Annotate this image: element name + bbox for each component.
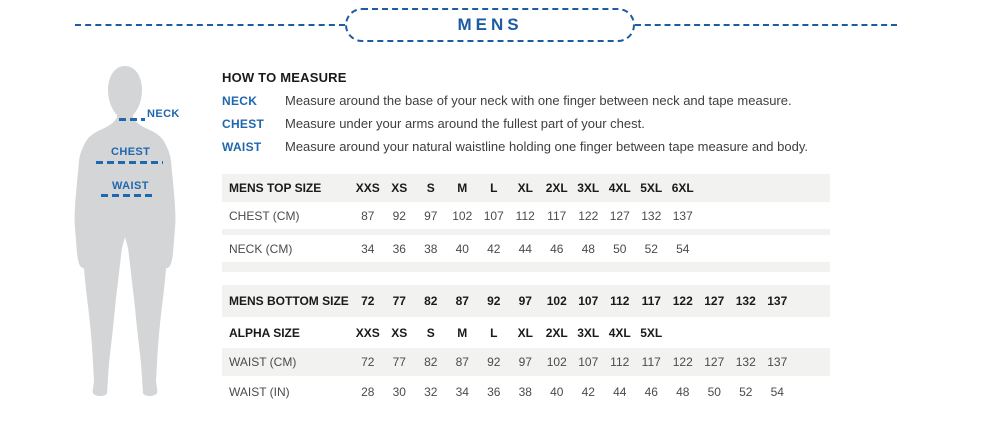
top-size-header-cell: 6XL bbox=[671, 181, 694, 195]
waist-in-cell: 30 bbox=[392, 385, 406, 399]
mens-top-size-table bbox=[222, 174, 830, 272]
chest-cm-cell: 92 bbox=[392, 208, 406, 223]
waist-in-cell: 42 bbox=[581, 385, 595, 399]
chest-cm-cell: 112 bbox=[515, 208, 535, 223]
bottom-size-header-cell: 97 bbox=[518, 294, 532, 308]
waist-in-cell: 46 bbox=[644, 385, 658, 399]
how-to-measure-neck-row bbox=[222, 94, 962, 108]
chest-cm-cell: 97 bbox=[424, 208, 438, 223]
silhouette-torso bbox=[82, 117, 168, 231]
bottom-size-header-cell: 127 bbox=[704, 294, 725, 308]
waist-in-row-label: WAIST (IN) bbox=[229, 385, 290, 399]
bottom-size-header-cell: 82 bbox=[424, 294, 438, 308]
top-size-header-cell: L bbox=[490, 181, 498, 195]
neck-cm-cell: 42 bbox=[487, 241, 501, 256]
waist-cm-cell: 77 bbox=[392, 355, 406, 369]
table-row-neck-cm bbox=[222, 235, 830, 262]
waist-in-cell: 36 bbox=[487, 385, 501, 399]
waist-in-cell: 32 bbox=[424, 385, 438, 399]
chest-measure-line bbox=[96, 161, 163, 164]
neck-cm-cell: 46 bbox=[550, 241, 564, 256]
chest-cm-cell: 127 bbox=[609, 208, 630, 223]
neck-cm-cell: 38 bbox=[424, 241, 438, 256]
waist-instruction-label: WAIST bbox=[222, 140, 262, 154]
banner-title: MENS bbox=[457, 15, 523, 34]
waist-cm-cell: 117 bbox=[641, 355, 661, 369]
neck-cm-cell: 36 bbox=[392, 241, 406, 256]
waist-cm-cell: 132 bbox=[735, 355, 756, 369]
waist-in-cell: 52 bbox=[739, 385, 753, 399]
top-size-header-label: MENS TOP SIZE bbox=[229, 181, 322, 195]
waist-in-cell: 48 bbox=[676, 385, 690, 399]
alpha-size-cell: L bbox=[490, 325, 498, 340]
bottom-size-header-cell: 92 bbox=[487, 294, 501, 308]
chest-cm-cell: 107 bbox=[483, 208, 504, 223]
chest-cm-cell: 117 bbox=[547, 208, 567, 223]
waist-cm-cell: 107 bbox=[578, 355, 599, 369]
banner-dashed-line-left bbox=[75, 24, 345, 26]
chest-cm-cell: 87 bbox=[361, 208, 375, 223]
bottom-size-header-label: MENS BOTTOM SIZE bbox=[229, 294, 349, 308]
table-row-top-header bbox=[222, 174, 830, 202]
top-size-header-cell: M bbox=[457, 181, 468, 195]
chest-cm-row-label: CHEST (CM) bbox=[229, 208, 300, 223]
alpha-size-cell: 4XL bbox=[608, 325, 631, 340]
bottom-size-header-cell: 77 bbox=[392, 294, 406, 308]
alpha-size-row-label: ALPHA SIZE bbox=[229, 325, 300, 340]
waist-cm-cell: 127 bbox=[704, 355, 725, 369]
chest-cm-cell: 137 bbox=[672, 208, 693, 223]
alpha-size-cell: 5XL bbox=[640, 325, 663, 340]
bottom-size-header-cell: 107 bbox=[578, 294, 599, 308]
mens-bottom-size-table bbox=[222, 285, 830, 408]
neck-instruction-text: Measure around the base of your neck with one finger between neck and tape measure. bbox=[285, 93, 792, 108]
waist-cm-cell: 87 bbox=[455, 355, 469, 369]
bottom-size-header-cell: 102 bbox=[546, 294, 567, 308]
neck-cm-cell: 54 bbox=[676, 241, 690, 256]
top-size-header-cell: S bbox=[426, 181, 435, 195]
alpha-size-cell: XL bbox=[517, 325, 533, 340]
neck-cm-cell: 34 bbox=[361, 241, 375, 256]
waist-in-cell: 38 bbox=[518, 385, 532, 399]
chest-cm-cell: 122 bbox=[578, 208, 599, 223]
waist-cm-cell: 137 bbox=[767, 355, 788, 369]
waist-cm-cell: 112 bbox=[610, 355, 630, 369]
waist-cm-cell: 92 bbox=[487, 355, 501, 369]
alpha-size-cell: 3XL bbox=[577, 325, 600, 340]
neck-cm-cell: 52 bbox=[644, 241, 658, 256]
table-bottom-band bbox=[222, 262, 830, 272]
chest-instruction-text: Measure under your arms around the fullest part of your chest. bbox=[285, 116, 645, 131]
how-to-measure-waist-row bbox=[222, 140, 962, 154]
bottom-size-header-cell: 72 bbox=[361, 294, 375, 308]
top-size-header-cell: XL bbox=[517, 181, 533, 195]
waist-instruction-text: Measure around your natural waistline holding one finger between tape measure and body. bbox=[285, 139, 808, 154]
table-row-waist-in bbox=[222, 376, 830, 408]
chest-cm-cell: 132 bbox=[641, 208, 662, 223]
neck-cm-cell: 48 bbox=[581, 241, 595, 256]
banner-dashed-line-right bbox=[635, 24, 897, 26]
how-to-measure-chest-row bbox=[222, 117, 962, 131]
neck-instruction-label: NECK bbox=[222, 94, 258, 108]
silhouette-head bbox=[108, 66, 142, 121]
waist-in-cell: 28 bbox=[361, 385, 375, 399]
how-to-measure-section bbox=[222, 70, 962, 154]
alpha-size-cell: XXS bbox=[355, 325, 380, 340]
table-row-alpha-size bbox=[222, 317, 830, 348]
bottom-size-header-cell: 132 bbox=[735, 294, 756, 308]
waist-cm-cell: 82 bbox=[424, 355, 438, 369]
alpha-size-cell: M bbox=[457, 325, 468, 340]
bottom-size-header-cell: 87 bbox=[455, 294, 469, 308]
alpha-size-cell: 2XL bbox=[545, 325, 568, 340]
waist-cm-cell: 102 bbox=[546, 355, 567, 369]
top-size-header-cell: 5XL bbox=[640, 181, 663, 195]
waist-cm-cell: 122 bbox=[672, 355, 693, 369]
waist-in-cell: 44 bbox=[613, 385, 627, 399]
waist-label: WAIST bbox=[112, 180, 149, 192]
top-size-header-cell: 4XL bbox=[608, 181, 631, 195]
neck-cm-row-label: NECK (CM) bbox=[229, 241, 293, 256]
neck-cm-cell: 40 bbox=[455, 241, 469, 256]
chest-cm-cell: 102 bbox=[452, 208, 473, 223]
neck-label: NECK bbox=[147, 108, 180, 120]
waist-in-cell: 54 bbox=[770, 385, 784, 399]
alpha-size-cell: S bbox=[426, 325, 435, 340]
top-size-header-cell: 3XL bbox=[577, 181, 600, 195]
neck-cm-cell: 44 bbox=[518, 241, 532, 256]
chest-label: CHEST bbox=[111, 146, 151, 158]
waist-cm-cell: 97 bbox=[518, 355, 532, 369]
top-size-header-cell: 2XL bbox=[545, 181, 568, 195]
table-row-bottom-header bbox=[222, 285, 830, 317]
waist-measure-line bbox=[101, 194, 154, 197]
top-size-header-cell: XS bbox=[391, 181, 408, 195]
bottom-size-header-cell: 122 bbox=[672, 294, 693, 308]
neck-cm-cell: 50 bbox=[613, 241, 627, 256]
neck-measure-line bbox=[119, 118, 145, 121]
bottom-size-header-cell: 112 bbox=[610, 294, 630, 308]
table-row-chest-cm bbox=[222, 202, 830, 229]
how-to-measure-title: HOW TO MEASURE bbox=[222, 70, 347, 85]
waist-in-cell: 34 bbox=[455, 385, 469, 399]
top-size-header-cell: XXS bbox=[355, 181, 380, 195]
bottom-size-header-cell: 117 bbox=[641, 294, 661, 308]
mens-banner-pill bbox=[345, 8, 635, 42]
waist-cm-cell: 72 bbox=[361, 355, 375, 369]
silhouette-leg bbox=[125, 229, 167, 396]
table-row-waist-cm bbox=[222, 348, 830, 376]
chest-instruction-label: CHEST bbox=[222, 117, 265, 131]
bottom-size-header-cell: 137 bbox=[767, 294, 788, 308]
waist-in-cell: 40 bbox=[550, 385, 564, 399]
waist-in-cell: 50 bbox=[707, 385, 721, 399]
alpha-size-cell: XS bbox=[391, 325, 408, 340]
waist-cm-row-label: WAIST (CM) bbox=[229, 355, 297, 369]
